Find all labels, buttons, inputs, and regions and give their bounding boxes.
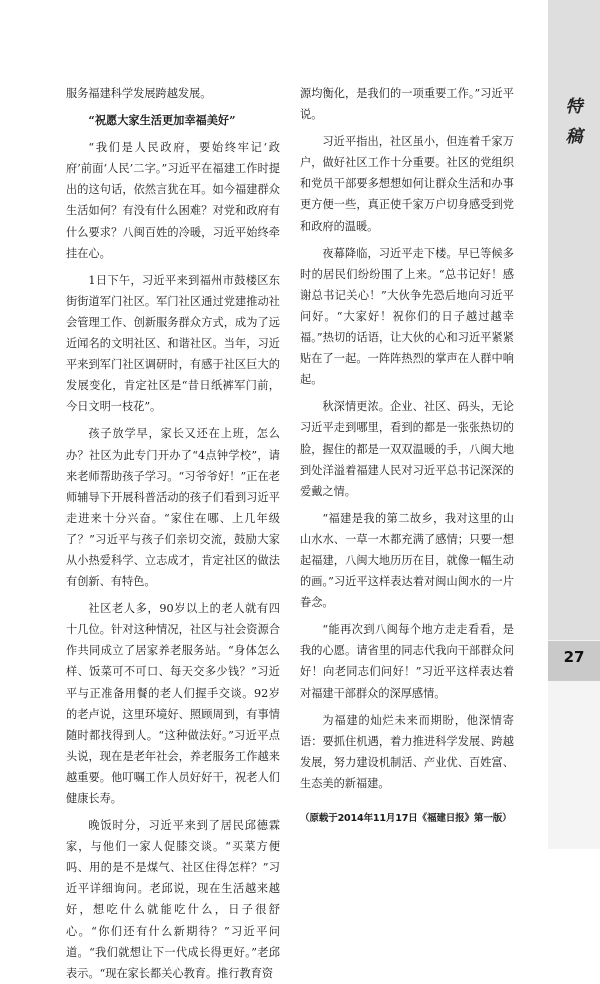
source-citation: （原载于2014年11月17日《福建日报》第一版） <box>300 813 512 824</box>
page-number: 27 <box>563 648 585 666</box>
paragraph: 1日下午，习近平来到福州市鼓楼区东街街道军门社区。军门社区通过党建推动社会管理工作、创新服务群众方式，成为了远近闻名的文明社区、和谐社区。当年，习近平来到军门社区调研时，有感于社区巨大的发展变化，肯定社区是“昔日纸裤军门前，今日文明一枝花”。 <box>66 273 280 414</box>
paragraph: 孩子放学早，家长又还在上班，怎么办？社区为此专门开办了“4点钟学校”，请来老师帮助孩子学习。“习爷爷好！”正在老师辅导下开展科普活动的孩子们看到习近平走进来十分兴奋。“家住在哪、上几年级了？”习近平与孩子们亲切交流，鼓励大家从小热爱科学、立志成才，肯定社区的做法有创新、有特色。 <box>66 427 280 589</box>
paragraph: “福建是我的第二故乡，我对这里的山山水水、一草一木都充满了感情；只要一想起福建，八闽大地历历在目，就像一幅生动的画。”习近平这样表达着对闽山闽水的一片眷念。 <box>300 511 514 610</box>
paragraph: 服务福建科学发展跨越发展。 <box>66 87 212 100</box>
paragraph: “我们是人民政府，要始终牢记‘政府’前面‘人民’二字。”习近平在福建工作时提出的这句话，依然言犹在耳。如今福建群众生活如何？有没有什么困难？对党和政府有什么要求？八闽百姓的冷暖，习近平始终牵挂在心。 <box>66 141 280 260</box>
paragraph: 为福建的灿烂未来而期盼，他深情寄语：要抓住机遇，着力推进科学发展、跨越发展，努力建设机制活、产业优、百姓富、生态美的新福建。 <box>300 713 514 790</box>
right-text-column <box>300 83 514 829</box>
paragraph: 习近平指出，社区虽小，但连着千家万户，做好社区工作十分重要。社区的党组织和党员干部要多想想如何让群众生活和办事更方便一些，真正使千家万户切身感受到党和政府的温暖。 <box>300 135 514 233</box>
subheading: “祝愿大家生活更加幸福美好” <box>88 113 236 128</box>
paragraph: 秋深情更浓。企业、社区、码头，无论习近平走到哪里，看到的都是一张张热切的脸，握住的都是一双双温暖的手，八闽大地到处洋溢着福建人民对习近平总书记深深的爱戴之情。 <box>300 400 514 498</box>
paragraph: 晚饭时分，习近平来到了居民邱德霖家，与他们一家人促膝交谈。“买菜方便吗、用的是不是煤气、社区住得怎样？”习近平详细询问。老邱说，现在生活越来越好，想吃什么就能吃什么，日子很舒心。“你们还有什么新期待？”习近平问道。“我们就想让下一代成长得更好。”老邱表示。“现在家长都关心教育。推行教育资 <box>66 819 280 980</box>
paragraph: 夜幕降临，习近平走下楼。早已等候多时的居民们纷纷围了上来。“总书记好！感谢总书记关心！”大伙争先恐后地向习近平问好。“大家好！祝你们的日子越过越幸福。”热切的话语，让大伙的心和习近平紧紧贴在了一起。一阵阵热烈的掌声在人群中响起。 <box>300 246 514 387</box>
paragraph: 源均衡化，是我们的一项重要工作。”习近平说。 <box>300 87 514 122</box>
paragraph: “能再次到八闽每个地方走走看看，是我的心愿。请省里的同志代我向干部群众问好！向老同志们问好！”习近平这样表达着对福建干部群众的深厚感情。 <box>300 623 514 700</box>
paragraph: 社区老人多，90岁以上的老人就有四十几位。针对这种情况，社区与社会资源合作共同成立了居家养老服务站。“身体怎么样、饭菜可不可口、每天交多少钱？”习近平与正准备用餐的老人们握手交谈。92岁的老卢说，这里环境好、照顾周到，有事情随时都找得到人。“这种做法好。”习近平点头说，现在是老年社会，养老服务工作越来越重要。他叮嘱工作人员好好干，祝老人们健康长寿。 <box>66 602 280 805</box>
section-title: 特稿 <box>565 97 583 147</box>
